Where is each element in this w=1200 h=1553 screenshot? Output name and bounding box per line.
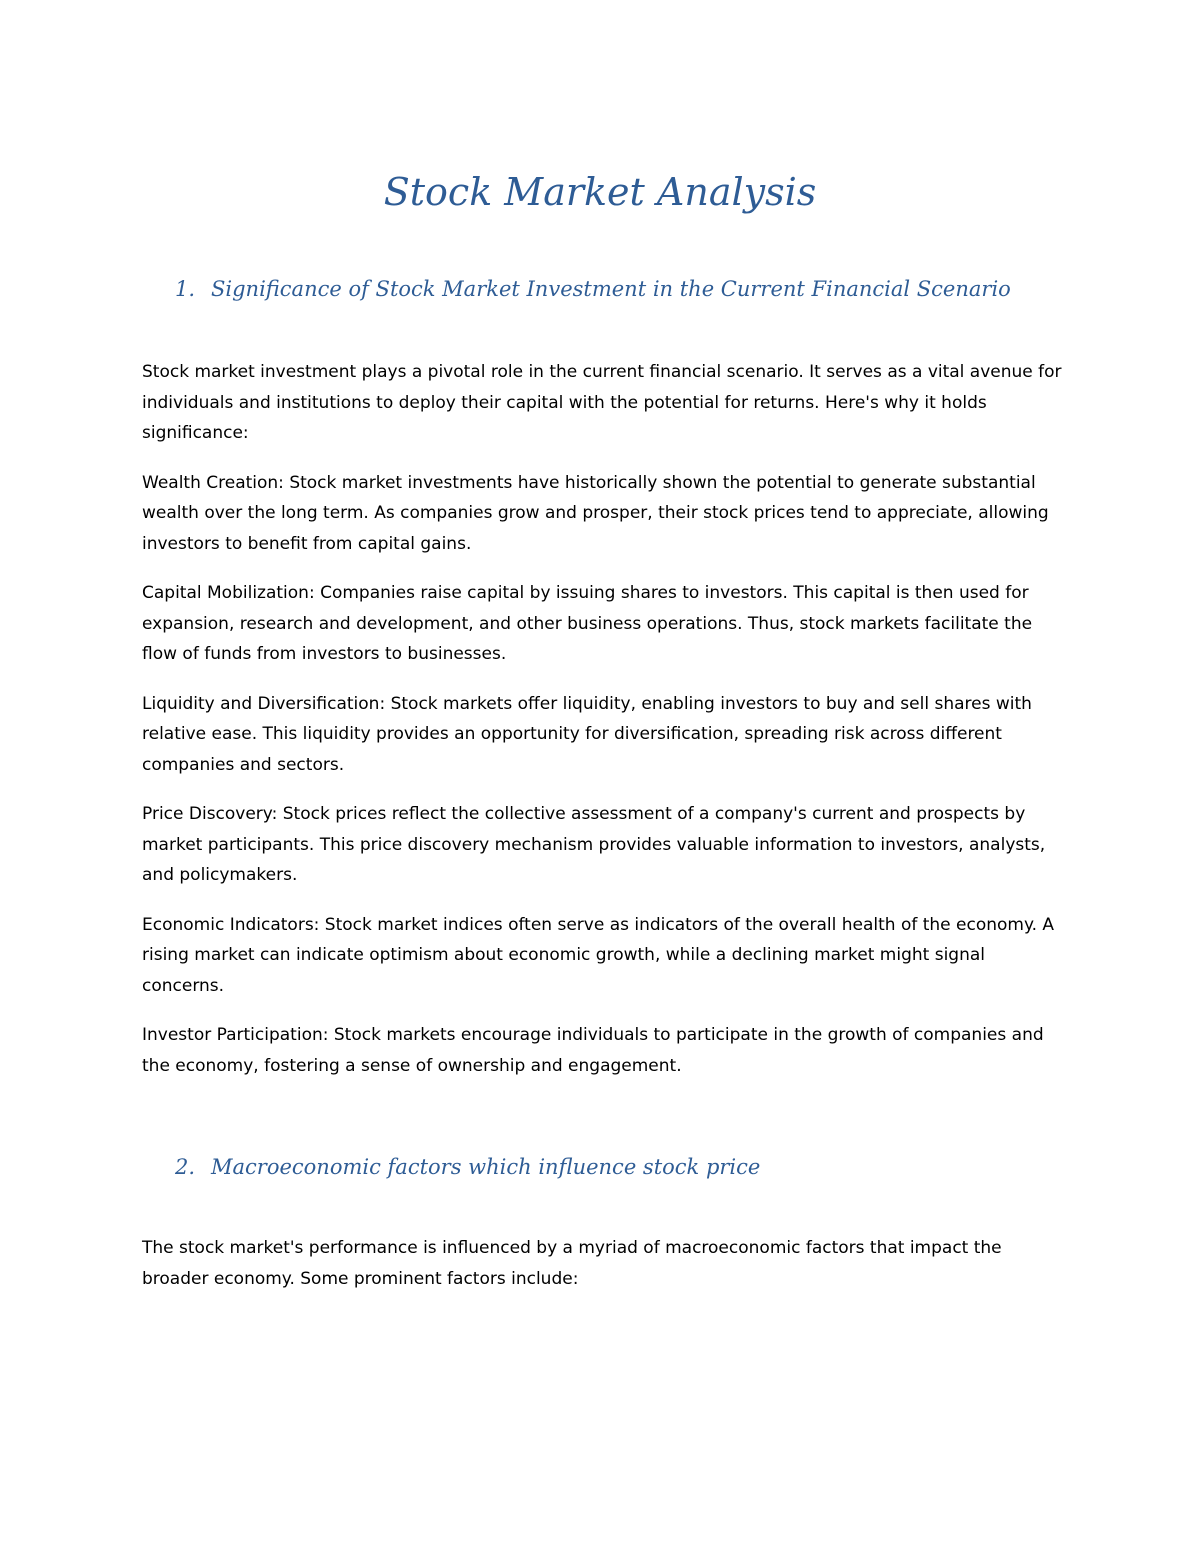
document-title: Stock Market Analysis (383, 170, 817, 214)
section-number-2: 2. (175, 1155, 196, 1179)
section-title-1: Significance of Stock Market Investment in the Current Financial Scenario (211, 277, 1011, 301)
paragraph-intro: Stock market investment plays a pivotal role in the current financial scenario. It serves as a vital avenue for individuals and institutions to deploy their capital with the potential for returns. Here's why it holds significance: (142, 362, 1062, 443)
section-number-1: 1. (175, 277, 196, 301)
section-body-1 (142, 357, 1072, 1100)
paragraph-macro-intro: The stock market's performance is influenced by a myriad of macroeconomic factors that impact the broader economy. Some prominent factors include: (142, 1238, 1002, 1289)
paragraph-price-discovery: Price Discovery: Stock prices reflect the collective assessment of a company's current and prospects by market participants. This price discovery mechanism provides valuable information to investors, analysts, and policymakers. (142, 804, 1046, 885)
paragraph-economic-indicators: Economic Indicators: Stock market indices often serve as indicators of the overall health of the economy. A rising market can indicate optimism about economic growth, while a declining market might signal concerns. (142, 914, 1055, 996)
section-heading-1 (175, 272, 1011, 306)
section-title-2: Macroeconomic factors which influence stock price (211, 1155, 761, 1179)
section-body-2 (142, 1233, 1072, 1313)
section-heading-2 (175, 1150, 760, 1184)
paragraph-capital-mobilization: Capital Mobilization: Companies raise capital by issuing shares to investors. This capital is then used for expansion, research and development, and other business operations. Thus, stock markets facilitate the flow of funds from investors to businesses. (142, 583, 1033, 664)
paragraph-investor-participation: Investor Participation: Stock markets encourage individuals to participate in the growth of companies and the economy, fostering a sense of ownership and engagement. (142, 1025, 1044, 1076)
paragraph-liquidity-diversification: Liquidity and Diversification: Stock markets offer liquidity, enabling investors to buy and sell shares with relative ease. This liquidity provides an opportunity for diversification, spreading risk across different companies and sectors. (142, 693, 1032, 775)
paragraph-wealth-creation: Wealth Creation: Stock market investments have historically shown the potential to generate substantial wealth over the long term. As companies grow and prosper, their stock prices tend to appreciate, allowing investors to benefit from capital gains. (142, 472, 1049, 554)
